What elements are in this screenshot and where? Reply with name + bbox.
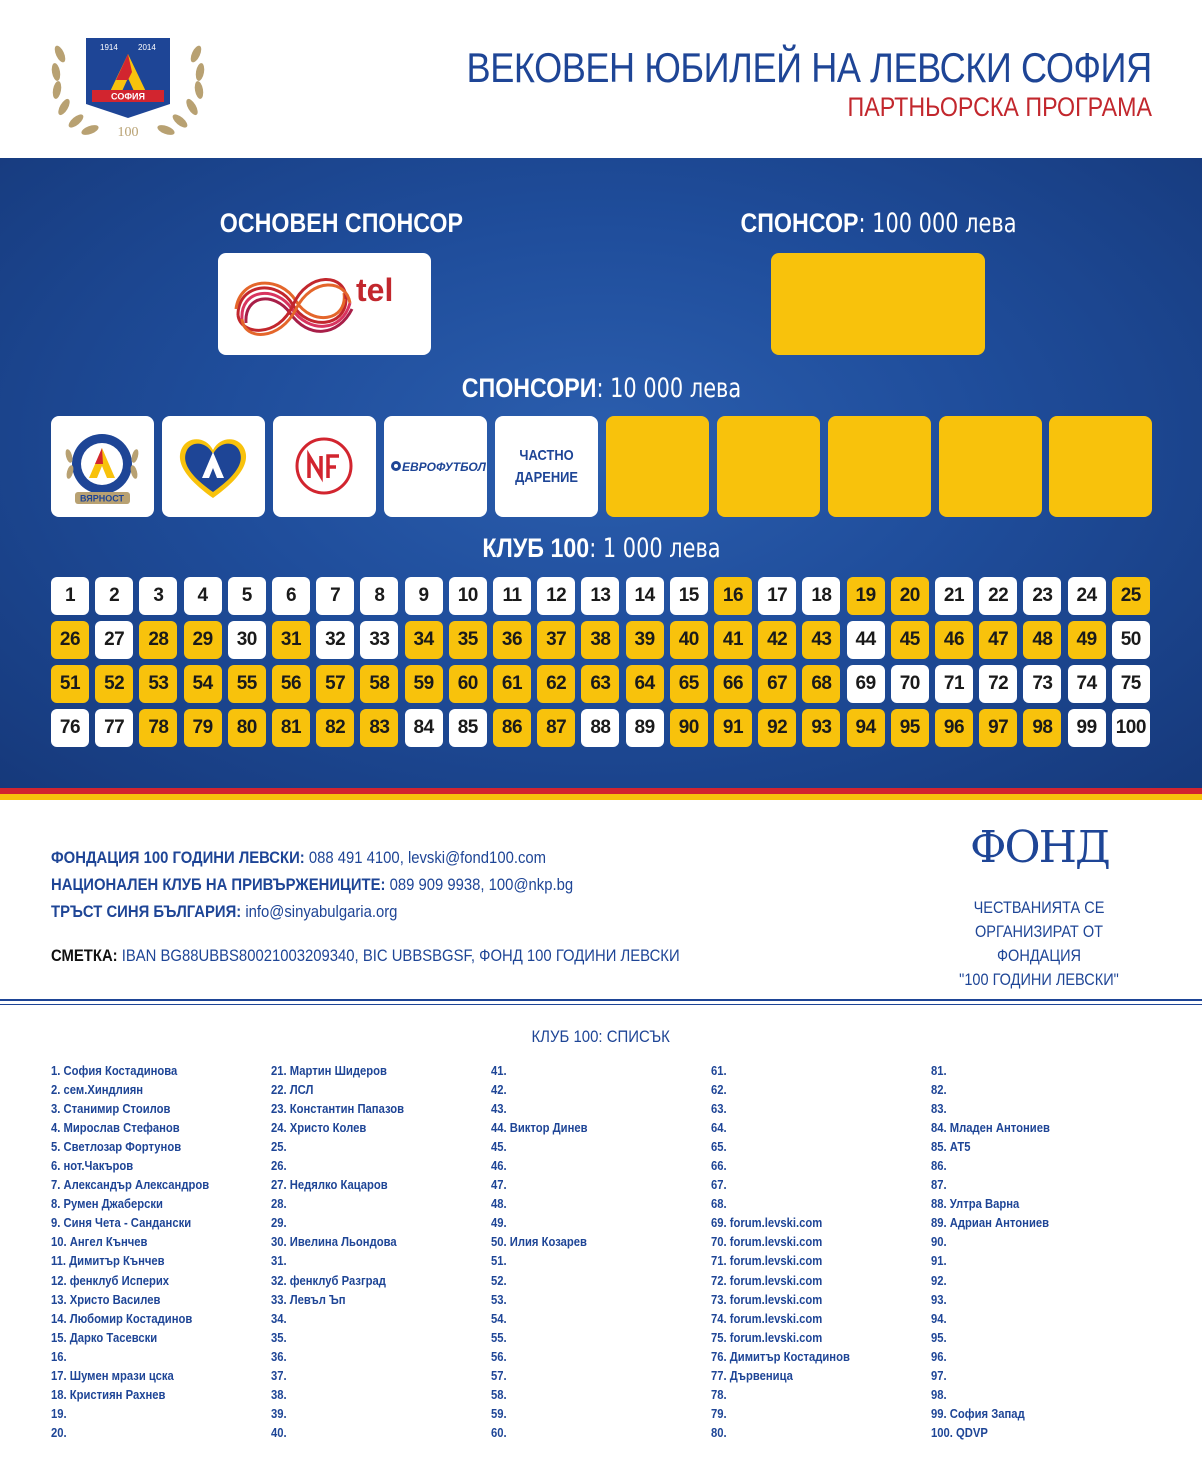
- club-slot-5[interactable]: 5: [228, 577, 266, 615]
- list-item: 34.: [271, 1311, 287, 1326]
- club-slot-45[interactable]: 45: [891, 621, 929, 659]
- club-slot-49[interactable]: 49: [1068, 621, 1106, 659]
- sponsor-slot-empty[interactable]: [828, 416, 931, 517]
- list-item: 74. forum.levski.com: [711, 1311, 823, 1326]
- club-slot-68[interactable]: 68: [802, 665, 840, 703]
- club-slot-84[interactable]: 84: [405, 709, 443, 747]
- club-slot-17[interactable]: 17: [758, 577, 796, 615]
- list-item: 33. Левъл Ъп: [271, 1292, 346, 1307]
- club-slot-27[interactable]: 27: [95, 621, 133, 659]
- main-sponsor-logo-box[interactable]: [218, 253, 431, 355]
- list-item: 58.: [491, 1387, 507, 1402]
- list-title: КЛУБ 100: СПИСЪК: [531, 1027, 671, 1046]
- club-slot-92[interactable]: 92: [758, 709, 796, 747]
- list-column-4: [711, 1062, 865, 1443]
- club-slot-37[interactable]: 37: [537, 621, 575, 659]
- yellow-stripe: [0, 794, 1202, 800]
- list-item: 24. Христо Колев: [271, 1121, 367, 1136]
- club-slot-72[interactable]: 72: [979, 665, 1017, 703]
- sponsor-slot-empty[interactable]: [939, 416, 1042, 517]
- list-item: 21. Мартин Шидеров: [271, 1064, 387, 1078]
- page-subtitle: ПАРТНЬОРСКА ПРОГРАМА: [847, 92, 1152, 122]
- club-slot-58[interactable]: 58: [360, 665, 398, 703]
- club-slot-9[interactable]: 9: [405, 577, 443, 615]
- sponsor-private-donation[interactable]: ЧАСТНО ДАРЕНИЕ: [495, 416, 598, 517]
- club-slot-4[interactable]: 4: [184, 577, 222, 615]
- club-slot-81[interactable]: 81: [272, 709, 310, 747]
- club-slot-16[interactable]: 16: [714, 577, 752, 615]
- club-slot-25[interactable]: 25: [1112, 577, 1150, 615]
- club-slot-57[interactable]: 57: [316, 665, 354, 703]
- list-item: 13. Христо Василев: [51, 1292, 161, 1307]
- club-slot-10[interactable]: 10: [449, 577, 487, 615]
- club-slot-53[interactable]: 53: [139, 665, 177, 703]
- list-item: 48.: [491, 1197, 507, 1212]
- club-slot-95[interactable]: 95: [891, 709, 929, 747]
- list-item: 31.: [271, 1254, 287, 1269]
- list-item: 5. Светлозар Фортунов: [51, 1140, 182, 1155]
- club-slot-18[interactable]: 18: [802, 577, 840, 615]
- list-item: 92.: [931, 1273, 947, 1288]
- list-item: 72. forum.levski.com: [711, 1273, 823, 1288]
- list-item: 23. Константин Папазов: [271, 1102, 405, 1117]
- club-slot-33[interactable]: 33: [360, 621, 398, 659]
- list-item: 3. Станимир Стоилов: [51, 1102, 171, 1117]
- list-item: 7. Александър Александров: [51, 1178, 210, 1193]
- club-slot-43[interactable]: 43: [802, 621, 840, 659]
- club-slot-59[interactable]: 59: [405, 665, 443, 703]
- list-item: 93.: [931, 1292, 947, 1307]
- list-item: 40.: [271, 1425, 287, 1440]
- list-item: 100. QDVP: [931, 1425, 988, 1440]
- club-slot-6[interactable]: 6: [272, 577, 310, 615]
- list-column-3: [491, 1062, 598, 1443]
- sponsor-nf[interactable]: [273, 416, 376, 517]
- sponsor-slot-empty[interactable]: [1049, 416, 1152, 517]
- fond-note: ЧЕСТВАНИЯТА СЕ ОРГАНИЗИРАТ ОТ ФОНДАЦИЯ "100 ГОДИНИ ЛЕВСКИ": [959, 899, 1119, 989]
- club-slot-83[interactable]: 83: [360, 709, 398, 747]
- club-slot-11[interactable]: 11: [493, 577, 531, 615]
- club-slot-40[interactable]: 40: [670, 621, 708, 659]
- club-slot-13[interactable]: 13: [581, 577, 619, 615]
- list-column-2: [271, 1062, 419, 1443]
- page-title: ВЕКОВЕН ЮБИЛЕЙ НА ЛЕВСКИ СОФИЯ: [466, 44, 1152, 91]
- club100-heading: КЛУБ 100: 1 000 лева: [481, 533, 721, 564]
- club-slot-60[interactable]: 60: [449, 665, 487, 703]
- list-item: 97.: [931, 1368, 947, 1383]
- list-item: 9. Синя Чета - Сандански: [51, 1216, 192, 1231]
- list-item: 80.: [711, 1425, 727, 1440]
- mtel-logo: [218, 253, 431, 355]
- list-item: 19.: [51, 1406, 67, 1421]
- club-slot-35[interactable]: 35: [449, 621, 487, 659]
- list-item: 53.: [491, 1292, 507, 1307]
- list-item: 17. Шумен мрази цска: [51, 1368, 174, 1383]
- club-slot-48[interactable]: 48: [1023, 621, 1061, 659]
- club-slot-31[interactable]: 31: [272, 621, 310, 659]
- club-slot-65[interactable]: 65: [670, 665, 708, 703]
- sponsor-eurofootball[interactable]: [384, 416, 487, 517]
- club-slot-29[interactable]: 29: [184, 621, 222, 659]
- club-slot-41[interactable]: 41: [714, 621, 752, 659]
- club-slot-78[interactable]: 78: [139, 709, 177, 747]
- list-item: 76. Димитър Костадинов: [711, 1349, 850, 1364]
- list-item: 6. нот.Чакъров: [51, 1159, 134, 1174]
- varnost-logo: [51, 416, 154, 517]
- list-item: 96.: [931, 1349, 947, 1364]
- club-slot-36[interactable]: 36: [493, 621, 531, 659]
- club-slot-32[interactable]: 32: [316, 621, 354, 659]
- list-item: 11. Димитър Кънчев: [51, 1254, 165, 1269]
- club-slot-39[interactable]: 39: [626, 621, 664, 659]
- club-slot-70[interactable]: 70: [891, 665, 929, 703]
- sponsor-heart-levski[interactable]: [162, 416, 265, 517]
- club-slot-20[interactable]: 20: [891, 577, 929, 615]
- club-slot-26[interactable]: 26: [51, 621, 89, 659]
- list-item: 62.: [711, 1083, 727, 1098]
- list-item: 70. forum.levski.com: [711, 1235, 823, 1250]
- contact-national-club: НАЦИОНАЛЕН КЛУБ НА ПРИВЪРЖЕНИЦИТЕ: 089 909 9938, 100@nkp.bg: [51, 876, 574, 894]
- club-slot-99[interactable]: 99: [1068, 709, 1106, 747]
- club-slot-69[interactable]: 69: [847, 665, 885, 703]
- club-slot-89[interactable]: 89: [626, 709, 664, 747]
- club-slot-82[interactable]: 82: [316, 709, 354, 747]
- club-slot-97[interactable]: 97: [979, 709, 1017, 747]
- club-slot-12[interactable]: 12: [537, 577, 575, 615]
- list-item: 67.: [711, 1178, 727, 1193]
- svg-text:1914: 1914: [100, 43, 118, 52]
- list-column-5: [931, 1062, 1063, 1443]
- club-slot-21[interactable]: 21: [935, 577, 973, 615]
- list-item: 59.: [491, 1406, 507, 1421]
- list-item: 84. Младен Антониев: [931, 1121, 1050, 1136]
- club-slot-50[interactable]: 50: [1112, 621, 1150, 659]
- list-item: 26.: [271, 1159, 287, 1174]
- club-slot-100[interactable]: 100: [1112, 709, 1150, 747]
- list-item: 64.: [711, 1121, 727, 1136]
- list-item: 47.: [491, 1178, 507, 1193]
- list-item: 50. Илия Козарев: [491, 1235, 587, 1250]
- list-item: 69. forum.levski.com: [711, 1216, 823, 1231]
- list-item: 36.: [271, 1349, 287, 1364]
- list-item: 28.: [271, 1197, 287, 1212]
- list-item: 98.: [931, 1387, 947, 1402]
- sponsor-varnost[interactable]: [51, 416, 154, 517]
- list-item: 54.: [491, 1311, 507, 1326]
- club-slot-24[interactable]: 24: [1068, 577, 1106, 615]
- club-slot-52[interactable]: 52: [95, 665, 133, 703]
- club-slot-8[interactable]: 8: [360, 577, 398, 615]
- club-slot-30[interactable]: 30: [228, 621, 266, 659]
- list-item: 44. Виктор Динев: [491, 1121, 588, 1136]
- club-slot-79[interactable]: 79: [184, 709, 222, 747]
- club-slot-55[interactable]: 55: [228, 665, 266, 703]
- list-item: 56.: [491, 1349, 507, 1364]
- list-item: 42.: [491, 1083, 507, 1098]
- list-item: 1. София Костадинова: [51, 1064, 178, 1078]
- club-slot-64[interactable]: 64: [626, 665, 664, 703]
- club-slot-61[interactable]: 61: [493, 665, 531, 703]
- club-slot-54[interactable]: 54: [184, 665, 222, 703]
- list-item: 2. сем.Хиндлиян: [51, 1083, 144, 1098]
- club-slot-14[interactable]: 14: [626, 577, 664, 615]
- club-slot-3[interactable]: 3: [139, 577, 177, 615]
- list-item: 77. Дървеница: [711, 1368, 793, 1383]
- club-slot-15[interactable]: 15: [670, 577, 708, 615]
- list-item: 25.: [271, 1140, 287, 1155]
- list-item: 73. forum.levski.com: [711, 1292, 823, 1307]
- club-slot-96[interactable]: 96: [935, 709, 973, 747]
- svg-text:100: 100: [117, 125, 139, 140]
- list-item: 32. фенклуб Разград: [271, 1273, 386, 1288]
- list-item: 38.: [271, 1387, 287, 1402]
- club-slot-19[interactable]: 19: [847, 577, 885, 615]
- list-item: 66.: [711, 1159, 727, 1174]
- list-item: 79.: [711, 1406, 727, 1421]
- club-slot-56[interactable]: 56: [272, 665, 310, 703]
- club-slot-87[interactable]: 87: [537, 709, 575, 747]
- list-item: 90.: [931, 1235, 947, 1250]
- club-slot-23[interactable]: 23: [1023, 577, 1061, 615]
- list-item: 18. Кристиян Рахнев: [51, 1387, 166, 1402]
- list-item: 15. Дарко Тасевски: [51, 1330, 158, 1345]
- club-slot-93[interactable]: 93: [802, 709, 840, 747]
- club-slot-51[interactable]: 51: [51, 665, 89, 703]
- club-slot-86[interactable]: 86: [493, 709, 531, 747]
- club-slot-77[interactable]: 77: [95, 709, 133, 747]
- list-item: 20.: [51, 1425, 67, 1440]
- list-item: 86.: [931, 1159, 947, 1174]
- club-slot-66[interactable]: 66: [714, 665, 752, 703]
- divider: [0, 1004, 1202, 1005]
- club-slot-94[interactable]: 94: [847, 709, 885, 747]
- list-item: 91.: [931, 1254, 947, 1269]
- club-slot-91[interactable]: 91: [714, 709, 752, 747]
- club-slot-62[interactable]: 62: [537, 665, 575, 703]
- bank-account: СМЕТКА: IBAN BG88UBBS80021003209340, BIC UBBSBGSF, ФОНД 100 ГОДИНИ ЛЕВСКИ: [51, 947, 680, 965]
- club-slot-7[interactable]: 7: [316, 577, 354, 615]
- contact-foundation: ФОНДАЦИЯ 100 ГОДИНИ ЛЕВСКИ: 088 491 4100, levski@fond100.com: [51, 849, 547, 867]
- list-column-1: [51, 1062, 227, 1443]
- fond-logo: ФОНД: [970, 822, 1109, 873]
- list-item: 87.: [931, 1178, 947, 1193]
- club-slot-71[interactable]: 71: [935, 665, 973, 703]
- list-item: 27. Недялко Кацаров: [271, 1178, 388, 1193]
- list-item: 94.: [931, 1311, 947, 1326]
- list-item: 88. Ултра Варна: [931, 1197, 1020, 1212]
- svg-text:ЕВРОФУТБОЛ: ЕВРОФУТБОЛ: [402, 460, 486, 474]
- list-item: 82.: [931, 1083, 947, 1098]
- list-item: 43.: [491, 1102, 507, 1117]
- list-item: 16.: [51, 1349, 67, 1364]
- list-item: 78.: [711, 1387, 727, 1402]
- list-item: 65.: [711, 1140, 727, 1155]
- list-item: 8. Румен Джаберски: [51, 1197, 163, 1212]
- list-item: 60.: [491, 1425, 507, 1440]
- club-slot-2[interactable]: 2: [95, 577, 133, 615]
- list-item: 49.: [491, 1216, 507, 1231]
- svg-text:2014: 2014: [138, 43, 156, 52]
- contacts-block: [51, 845, 631, 926]
- contact-trust: ТРЪСТ СИНЯ БЪЛГАРИЯ: info@sinyabulgaria.org: [51, 903, 398, 921]
- club-slot-47[interactable]: 47: [979, 621, 1017, 659]
- list-item: 41.: [491, 1064, 507, 1078]
- club-slot-76[interactable]: 76: [51, 709, 89, 747]
- svg-text:tel: tel: [356, 272, 394, 308]
- club-slot-90[interactable]: 90: [670, 709, 708, 747]
- list-item: 83.: [931, 1102, 947, 1117]
- nf-logo-icon: [273, 416, 376, 517]
- list-item: 37.: [271, 1368, 287, 1383]
- list-item: 52.: [491, 1273, 507, 1288]
- list-item: 68.: [711, 1197, 727, 1212]
- list-item: 57.: [491, 1368, 507, 1383]
- list-item: 4. Мирослав Стефанов: [51, 1121, 180, 1136]
- club-slot-73[interactable]: 73: [1023, 665, 1061, 703]
- main-sponsor-heading: ОСНОВЕН СПОНСОР: [219, 208, 463, 238]
- list-item: 99. София Запад: [931, 1406, 1025, 1421]
- club-slot-22[interactable]: 22: [979, 577, 1017, 615]
- list-item: 30. Ивелина Льондова: [271, 1235, 397, 1250]
- list-item: 63.: [711, 1102, 727, 1117]
- sponsor-slot-empty[interactable]: [717, 416, 820, 517]
- list-item: 95.: [931, 1330, 947, 1345]
- club-slot-42[interactable]: 42: [758, 621, 796, 659]
- list-item: 39.: [271, 1406, 287, 1421]
- club-slot-46[interactable]: 46: [935, 621, 973, 659]
- list-item: 55.: [491, 1330, 507, 1345]
- club-slot-74[interactable]: 74: [1068, 665, 1106, 703]
- sponsor-slot-empty[interactable]: [606, 416, 709, 517]
- list-item: 22. ЛСЛ: [271, 1083, 314, 1098]
- club-slot-88[interactable]: 88: [581, 709, 619, 747]
- club-slot-67[interactable]: 67: [758, 665, 796, 703]
- club-slot-75[interactable]: 75: [1112, 665, 1150, 703]
- list-item: 81.: [931, 1064, 947, 1078]
- club-slot-63[interactable]: 63: [581, 665, 619, 703]
- list-item: 61.: [711, 1064, 727, 1078]
- club-slot-44[interactable]: 44: [847, 621, 885, 659]
- club-slot-98[interactable]: 98: [1023, 709, 1061, 747]
- club-slot-28[interactable]: 28: [139, 621, 177, 659]
- list-item: 10. Ангел Кънчев: [51, 1235, 148, 1250]
- svg-text:СОФИЯ: СОФИЯ: [111, 91, 145, 102]
- list-item: 29.: [271, 1216, 287, 1231]
- club-slot-34[interactable]: 34: [405, 621, 443, 659]
- svg-text:ВЯРНОСТ: ВЯРНОСТ: [79, 493, 125, 504]
- list-item: 35.: [271, 1330, 287, 1345]
- list-item: 71. forum.levski.com: [711, 1254, 823, 1269]
- divider: [0, 999, 1202, 1001]
- club-slot-85[interactable]: 85: [449, 709, 487, 747]
- list-item: 12. фенклуб Исперих: [51, 1273, 170, 1288]
- heart-logo-icon: [162, 416, 265, 517]
- list-item: 46.: [491, 1159, 507, 1174]
- eurofootball-logo: [384, 416, 487, 517]
- list-item: 75. forum.levski.com: [711, 1330, 823, 1345]
- list-item: 14. Любомир Костадинов: [51, 1311, 193, 1326]
- levski-100-logo: [48, 24, 208, 142]
- sponsor-heading: СПОНСОР: 100 000 лева: [739, 208, 1017, 239]
- club-slot-38[interactable]: 38: [581, 621, 619, 659]
- list-item: 89. Адриан Антониев: [931, 1216, 1050, 1231]
- sponsor-slot-empty[interactable]: [771, 253, 985, 355]
- sponsors-heading: СПОНСОРИ: 10 000 лева: [461, 373, 741, 404]
- list-item: 45.: [491, 1140, 507, 1155]
- club-slot-80[interactable]: 80: [228, 709, 266, 747]
- club-slot-1[interactable]: 1: [51, 577, 89, 615]
- list-item: 51.: [491, 1254, 507, 1269]
- list-item: 85. АТ5: [931, 1140, 971, 1155]
